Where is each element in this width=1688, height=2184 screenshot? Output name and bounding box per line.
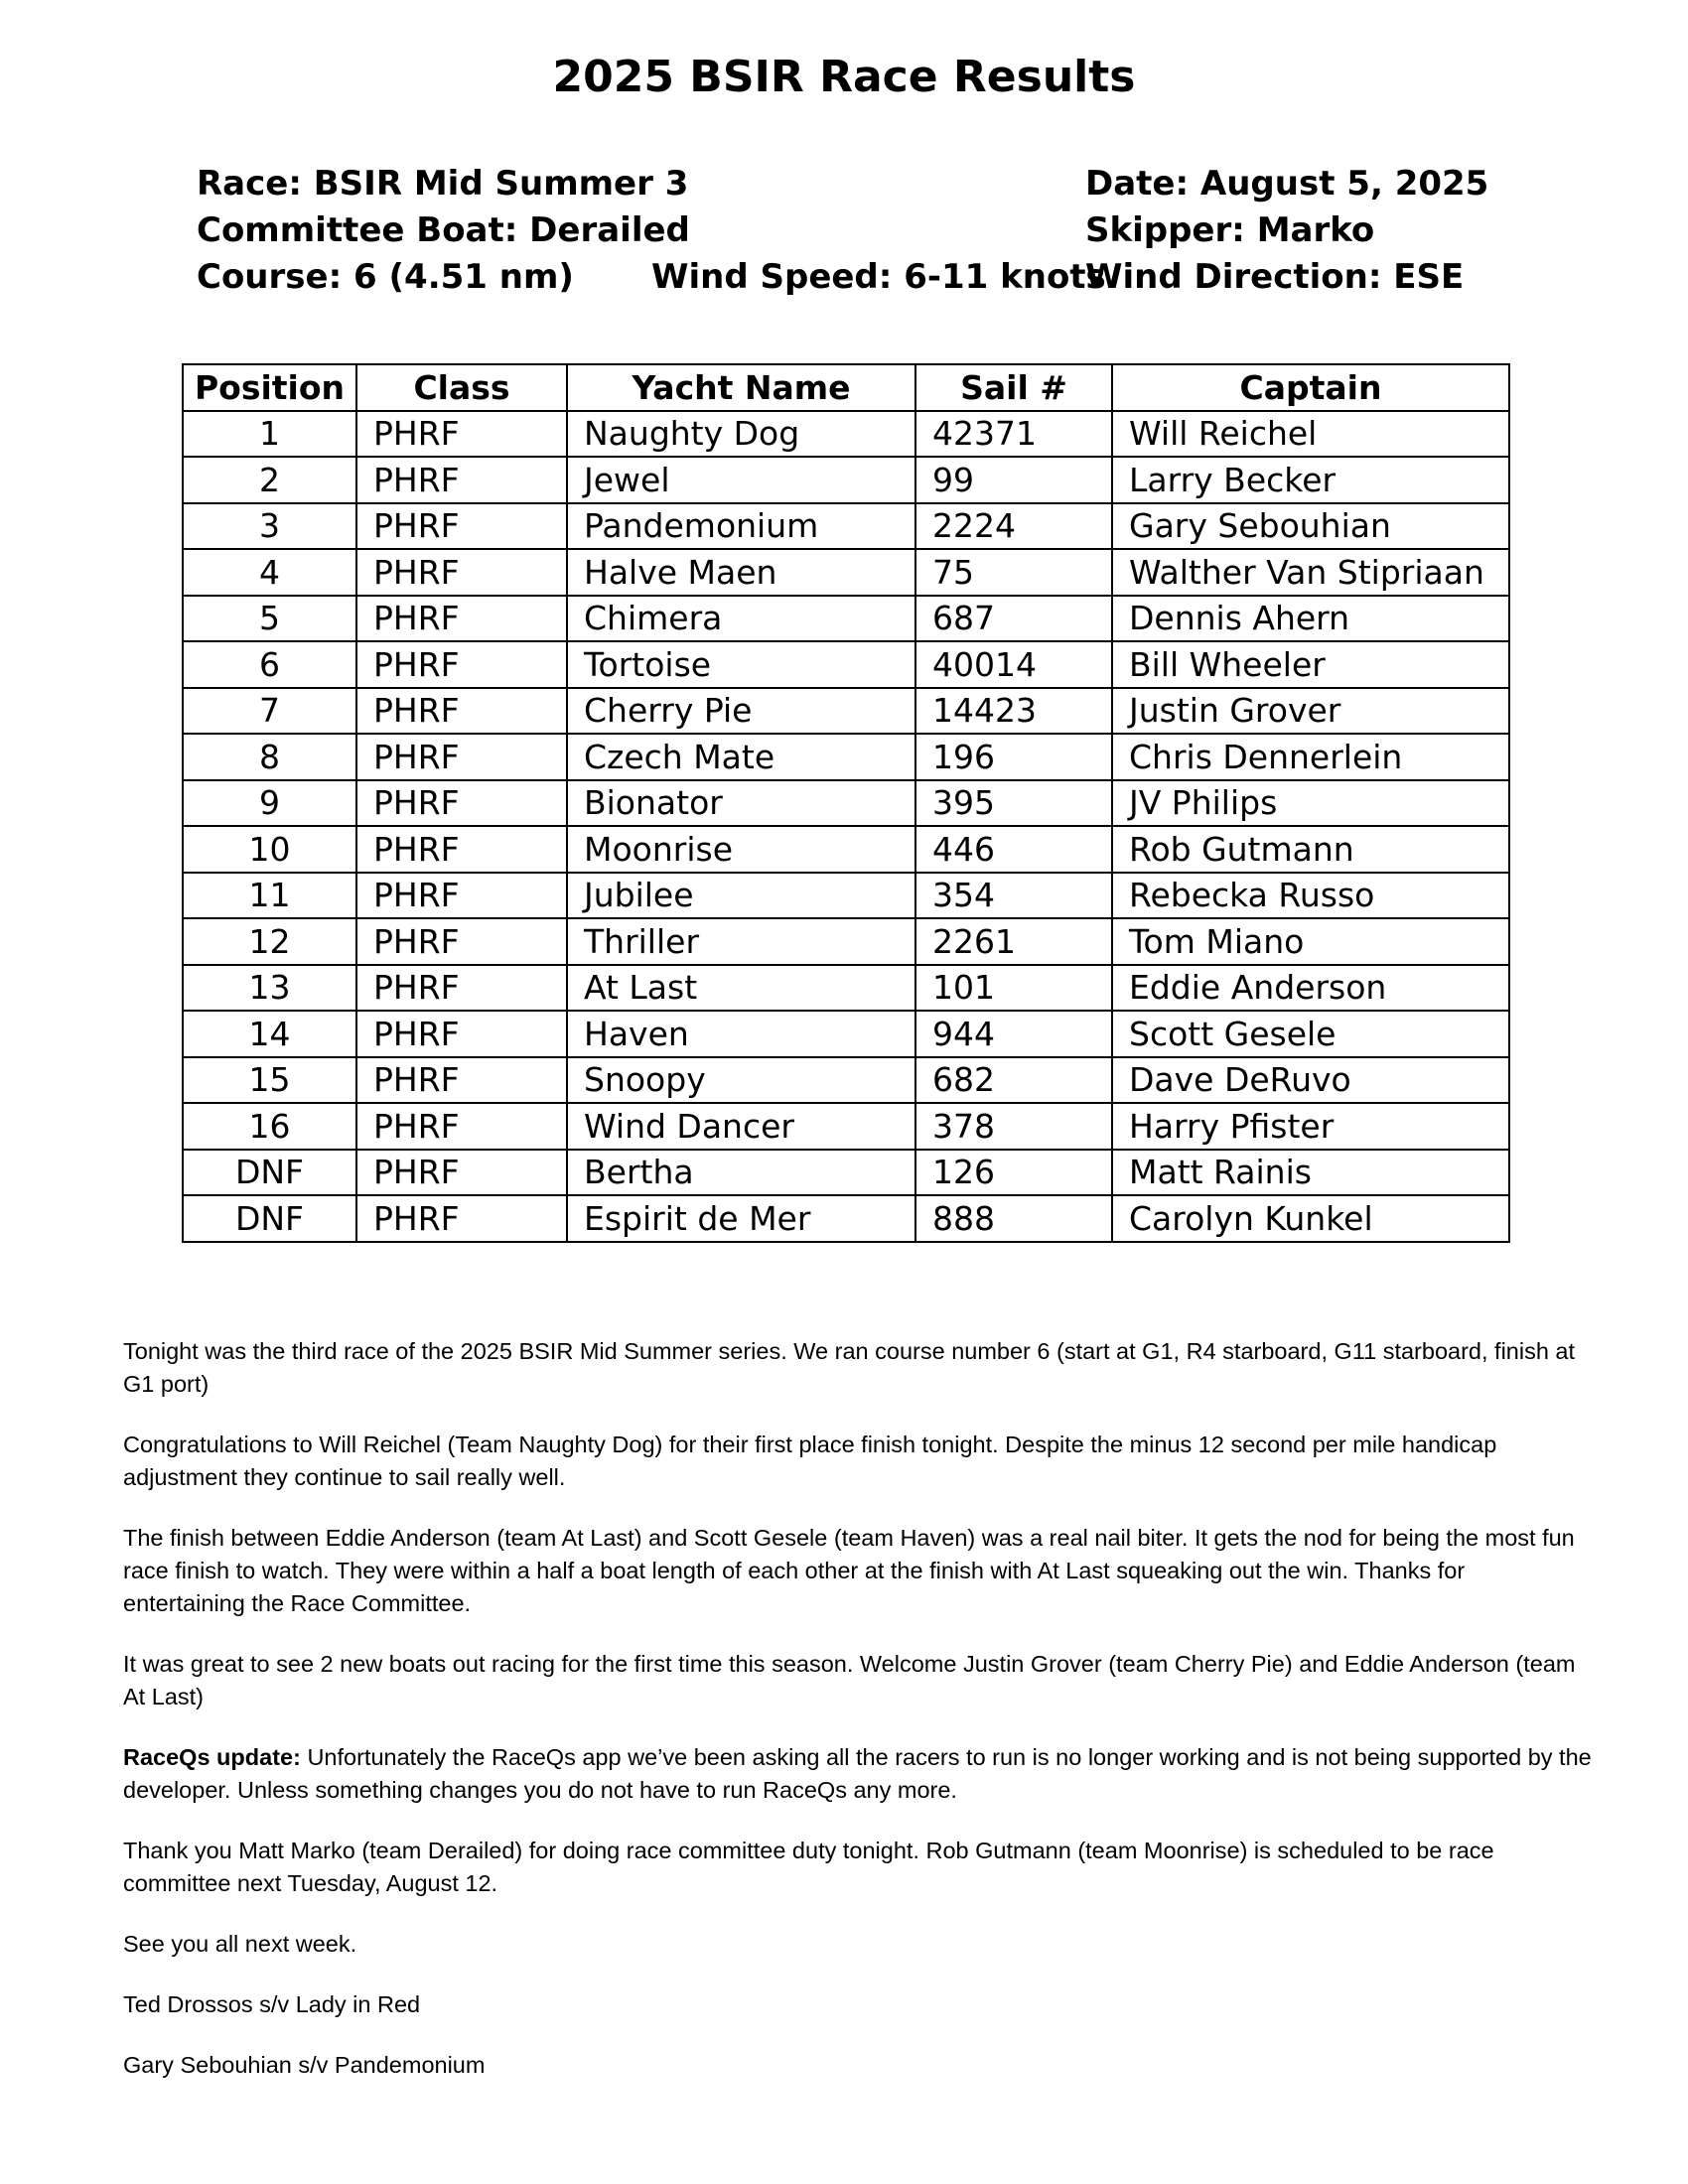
table-row	[183, 549, 1509, 596]
cell-class: PHRF	[356, 873, 567, 919]
cell-position: 4	[183, 549, 356, 596]
cell-captain: Gary Sebouhian	[1112, 503, 1509, 550]
cell-yacht-name: Snoopy	[567, 1057, 915, 1104]
page-title: 2025 BSIR Race Results	[552, 52, 1136, 102]
cell-position: 16	[183, 1103, 356, 1150]
cell-yacht-name: At Last	[567, 965, 915, 1012]
cell-sail-number: 944	[915, 1011, 1112, 1057]
cell-sail-number: 42371	[915, 411, 1112, 458]
cell-position: 9	[183, 780, 356, 827]
cell-sail-number: 682	[915, 1057, 1112, 1104]
cell-position: 11	[183, 873, 356, 919]
cell-class: PHRF	[356, 826, 567, 873]
cell-position: 12	[183, 918, 356, 965]
cell-sail-number: 40014	[915, 641, 1112, 688]
cell-sail-number: 378	[915, 1103, 1112, 1150]
cell-captain: Rob Gutmann	[1112, 826, 1509, 873]
note-paragraph: Congratulations to Will Reichel (Team Naughty Dog) for their first place finish tonight. Despite the minus 12 second per mile handicap adjustment they continue to sail really well.	[123, 1432, 1497, 1490]
cell-yacht-name: Pandemonium	[567, 503, 915, 550]
skipper: Skipper: Marko	[1085, 210, 1375, 250]
cell-yacht-name: Tortoise	[567, 641, 915, 688]
note-paragraph: The finish between Eddie Anderson (team At Last) and Scott Gesele (team Haven) was a real nail biter. It gets the nod for being the most fun race finish to watch. They were within a half a boat length of each other at the finish with At Last squeaking out the win. Thanks for entertaining the Race Committee.	[123, 1525, 1575, 1616]
table-row	[183, 826, 1509, 873]
table-row	[183, 596, 1509, 642]
cell-position: 6	[183, 641, 356, 688]
cell-yacht-name: Haven	[567, 1011, 915, 1057]
cell-sail-number: 395	[915, 780, 1112, 827]
cell-captain: Scott Gesele	[1112, 1011, 1509, 1057]
cell-yacht-name: Cherry Pie	[567, 688, 915, 735]
cell-class: PHRF	[356, 1150, 567, 1196]
cell-yacht-name: Wind Dancer	[567, 1103, 915, 1150]
cell-position: 13	[183, 965, 356, 1012]
cell-captain: Matt Rainis	[1112, 1150, 1509, 1196]
cell-captain: Eddie Anderson	[1112, 965, 1509, 1012]
signature: Ted Drossos s/v Lady in Red	[123, 1991, 421, 2017]
cell-class: PHRF	[356, 1103, 567, 1150]
course-line	[197, 254, 1106, 301]
cell-sail-number: 2224	[915, 503, 1112, 550]
raceqs-update	[123, 1741, 1593, 1807]
cell-class: PHRF	[356, 549, 567, 596]
table-row	[183, 1195, 1509, 1242]
cell-captain: Larry Becker	[1112, 457, 1509, 503]
cell-position: 8	[183, 734, 356, 780]
race-info-right	[1085, 161, 1488, 301]
cell-yacht-name: Chimera	[567, 596, 915, 642]
course: Course: 6 (4.51 nm)	[197, 257, 574, 297]
table-row	[183, 965, 1509, 1012]
table-row	[183, 641, 1509, 688]
cell-captain: Chris Dennerlein	[1112, 734, 1509, 780]
cell-position: 2	[183, 457, 356, 503]
note-paragraph: It was great to see 2 new boats out racing for the first time this season. Welcome Justin Grover (team Cherry Pie) and Eddie Anderson (team At Last)	[123, 1651, 1576, 1709]
table-row	[183, 873, 1509, 919]
cell-sail-number: 75	[915, 549, 1112, 596]
cell-class: PHRF	[356, 1057, 567, 1104]
table-row	[183, 503, 1509, 550]
cell-class: PHRF	[356, 1011, 567, 1057]
header-class: Class	[356, 364, 567, 411]
cell-sail-number: 101	[915, 965, 1112, 1012]
header-captain: Captain	[1112, 364, 1509, 411]
raceqs-update-text: Unfortunately the RaceQs app we’ve been asking all the racers to run is no longer working and is not being supported by the developer. Unless something changes you do not have to run RaceQs any more.	[123, 1744, 1592, 1803]
cell-class: PHRF	[356, 780, 567, 827]
cell-yacht-name: Jubilee	[567, 873, 915, 919]
cell-position: 1	[183, 411, 356, 458]
cell-sail-number: 2261	[915, 918, 1112, 965]
cell-class: PHRF	[356, 503, 567, 550]
header-position: Position	[183, 364, 356, 411]
cell-captain: Will Reichel	[1112, 411, 1509, 458]
cell-sail-number: 14423	[915, 688, 1112, 735]
results-table	[182, 363, 1510, 1243]
cell-yacht-name: Moonrise	[567, 826, 915, 873]
table-row	[183, 457, 1509, 503]
table-row	[183, 1011, 1509, 1057]
cell-sail-number: 99	[915, 457, 1112, 503]
header-yacht-name: Yacht Name	[567, 364, 915, 411]
cell-yacht-name: Bionator	[567, 780, 915, 827]
wind-speed: Wind Speed: 6-11 knots	[650, 257, 1106, 297]
cell-yacht-name: Thriller	[567, 918, 915, 965]
cell-class: PHRF	[356, 1195, 567, 1242]
raceqs-update-label: RaceQs update:	[123, 1744, 301, 1770]
cell-captain: Carolyn Kunkel	[1112, 1195, 1509, 1242]
cell-sail-number: 687	[915, 596, 1112, 642]
cell-class: PHRF	[356, 734, 567, 780]
cell-captain: Walther Van Stipriaan	[1112, 549, 1509, 596]
cell-yacht-name: Espirit de Mer	[567, 1195, 915, 1242]
cell-class: PHRF	[356, 918, 567, 965]
table-row	[183, 1150, 1509, 1196]
cell-sail-number: 126	[915, 1150, 1112, 1196]
cell-class: PHRF	[356, 596, 567, 642]
cell-yacht-name: Czech Mate	[567, 734, 915, 780]
signature: Gary Sebouhian s/v Pandemonium	[123, 2052, 486, 2078]
table-row	[183, 1057, 1509, 1104]
race-notes	[123, 1335, 1593, 2110]
note-paragraph: See you all next week.	[123, 1931, 357, 1957]
table-row	[183, 918, 1509, 965]
cell-position: 5	[183, 596, 356, 642]
cell-yacht-name: Jewel	[567, 457, 915, 503]
cell-sail-number: 196	[915, 734, 1112, 780]
cell-position: DNF	[183, 1195, 356, 1242]
table-row	[183, 688, 1509, 735]
note-paragraph: Tonight was the third race of the 2025 BSIR Mid Summer series. We ran course number 6 (start at G1, R4 starboard, G11 starboard, finish at G1 port)	[123, 1338, 1576, 1397]
cell-sail-number: 446	[915, 826, 1112, 873]
cell-position: DNF	[183, 1150, 356, 1196]
table-row	[183, 1103, 1509, 1150]
cell-captain: Harry Pfister	[1112, 1103, 1509, 1150]
cell-captain: JV Philips	[1112, 780, 1509, 827]
committee-boat: Committee Boat: Derailed	[197, 210, 690, 250]
cell-sail-number: 888	[915, 1195, 1112, 1242]
cell-class: PHRF	[356, 457, 567, 503]
cell-yacht-name: Naughty Dog	[567, 411, 915, 458]
cell-captain: Justin Grover	[1112, 688, 1509, 735]
cell-captain: Tom Miano	[1112, 918, 1509, 965]
table-row	[183, 411, 1509, 458]
cell-captain: Dave DeRuvo	[1112, 1057, 1509, 1104]
results-header-row	[183, 364, 1509, 411]
cell-captain: Bill Wheeler	[1112, 641, 1509, 688]
cell-yacht-name: Halve Maen	[567, 549, 915, 596]
race-date: Date: August 5, 2025	[1085, 164, 1489, 204]
cell-yacht-name: Bertha	[567, 1150, 915, 1196]
header-sail-number: Sail #	[915, 364, 1112, 411]
race-info-left	[197, 161, 1106, 301]
cell-class: PHRF	[356, 411, 567, 458]
cell-position: 7	[183, 688, 356, 735]
cell-captain: Dennis Ahern	[1112, 596, 1509, 642]
cell-class: PHRF	[356, 965, 567, 1012]
cell-position: 14	[183, 1011, 356, 1057]
table-row	[183, 734, 1509, 780]
cell-position: 3	[183, 503, 356, 550]
table-row	[183, 780, 1509, 827]
cell-class: PHRF	[356, 641, 567, 688]
wind-direction: Wind Direction: ESE	[1085, 257, 1465, 297]
cell-position: 10	[183, 826, 356, 873]
cell-sail-number: 354	[915, 873, 1112, 919]
cell-class: PHRF	[356, 688, 567, 735]
race-name: Race: BSIR Mid Summer 3	[197, 164, 689, 204]
cell-captain: Rebecka Russo	[1112, 873, 1509, 919]
note-paragraph: Thank you Matt Marko (team Derailed) for doing race committee duty tonight. Rob Gutmann (team Moonrise) is scheduled to be race committee next Tuesday, August 12.	[123, 1838, 1494, 1896]
cell-position: 15	[183, 1057, 356, 1104]
